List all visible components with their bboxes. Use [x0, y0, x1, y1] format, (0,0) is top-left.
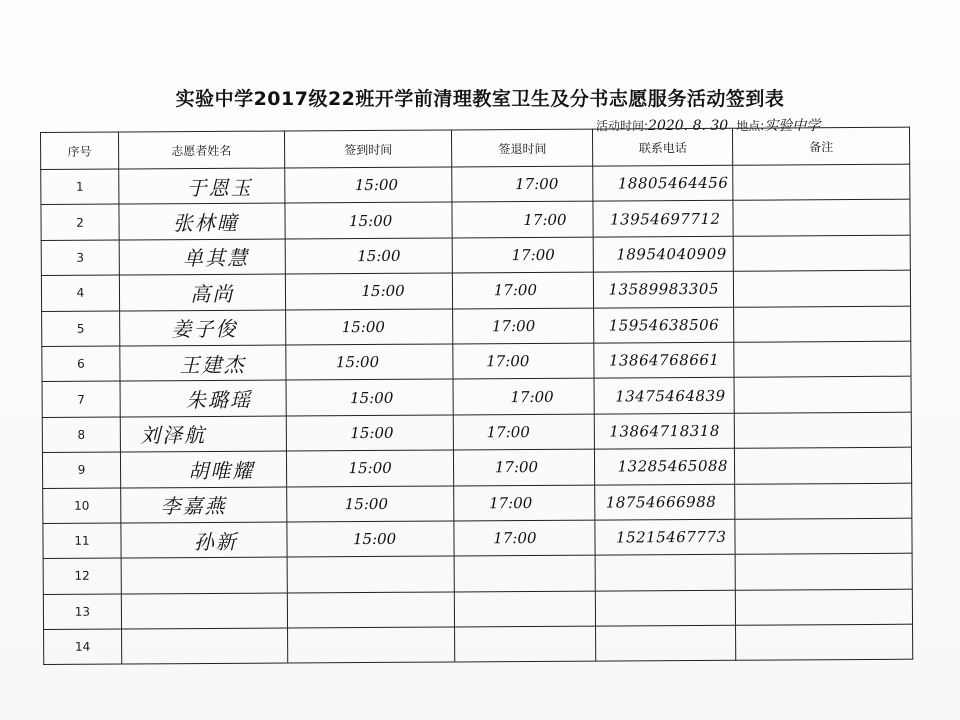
note-cell	[734, 412, 911, 448]
row-no-cell: 7	[42, 381, 120, 417]
volunteer-name-text: 胡唯耀	[188, 458, 255, 483]
checkin-time-cell	[285, 238, 453, 274]
checkout-time-text: 17:00	[510, 387, 554, 406]
phone-text: 15954638506	[608, 315, 720, 335]
checkout-time-cell	[454, 378, 595, 414]
checkin-time-text: 15:00	[354, 176, 399, 195]
checkout-time-cell	[452, 166, 593, 202]
phone-cell	[594, 271, 734, 307]
row-no-cell: 11	[43, 523, 121, 559]
row-no-cell: 8	[42, 417, 120, 453]
row-no-cell: 3	[41, 240, 119, 276]
checkout-time-cell	[452, 202, 593, 238]
row-no-cell: 13	[43, 594, 121, 630]
volunteer-name-cell	[121, 628, 287, 664]
phone-text: 18954040909	[616, 244, 727, 264]
checkout-time-cell	[454, 414, 595, 450]
volunteer-name-cell	[119, 310, 285, 346]
phone-text: 13475464839	[615, 386, 726, 406]
note-cell	[736, 589, 913, 625]
note-cell	[734, 341, 911, 377]
table-row	[41, 164, 910, 205]
checkin-time-text: 15:00	[348, 211, 393, 230]
sign-in-table	[40, 127, 913, 666]
checkout-time-cell	[455, 555, 596, 591]
volunteer-name-cell	[119, 203, 285, 239]
note-cell	[735, 447, 912, 483]
volunteer-name-text: 王建杰	[179, 352, 246, 377]
checkout-time-cell	[455, 591, 596, 627]
phone-cell	[595, 519, 735, 555]
activity-time-label: 活动时间:	[596, 119, 649, 133]
phone-cell	[595, 413, 735, 449]
volunteer-name-cell	[121, 593, 287, 629]
volunteer-name-cell	[120, 380, 286, 416]
checkin-time-cell	[286, 485, 454, 521]
phone-text: 13864768661	[608, 350, 720, 370]
row-no-cell: 2	[41, 204, 119, 240]
checkout-time-cell	[454, 485, 595, 521]
header-checkout: 签退时间	[452, 129, 593, 167]
checkin-time-text: 15:00	[344, 494, 389, 513]
table-row	[42, 412, 911, 453]
checkout-time-cell	[454, 449, 595, 485]
table-header-row	[41, 127, 910, 169]
checkin-time-cell	[285, 273, 453, 309]
phone-cell	[595, 448, 735, 484]
checkin-time-text: 15:00	[335, 353, 380, 372]
phone-cell	[594, 342, 734, 378]
checkout-time-cell	[455, 626, 596, 662]
volunteer-name-text: 高尚	[190, 281, 235, 306]
header-note: 备注	[733, 127, 910, 165]
checkin-time-cell	[286, 344, 454, 380]
volunteer-name-cell	[119, 239, 285, 275]
phone-cell	[593, 236, 733, 272]
note-cell	[736, 624, 913, 660]
table-row	[43, 483, 912, 524]
note-cell	[734, 270, 911, 306]
phone-text: 18805464456	[617, 173, 729, 193]
row-no-cell: 5	[42, 311, 120, 347]
volunteer-name-cell	[120, 416, 286, 452]
checkout-time-text: 17:00	[523, 210, 567, 229]
phone-cell	[596, 625, 736, 661]
checkin-time-cell	[286, 379, 454, 415]
phone-text: 18754666988	[605, 492, 717, 512]
checkin-time-cell	[285, 309, 453, 345]
checkout-time-text: 17:00	[493, 281, 538, 300]
table-row	[43, 518, 912, 559]
phone-cell	[595, 555, 735, 591]
volunteer-name-text: 于恩玉	[186, 175, 253, 200]
header-no: 序号	[41, 132, 119, 169]
header-phone: 联系电话	[593, 128, 733, 166]
note-cell	[733, 235, 910, 271]
checkin-time-cell	[287, 627, 455, 663]
note-cell	[733, 164, 910, 200]
table-row	[41, 200, 910, 241]
volunteer-name-text: 刘泽航	[140, 423, 207, 448]
phone-text: 13285465088	[617, 457, 729, 476]
phone-cell	[593, 165, 733, 201]
checkin-time-text: 15:00	[357, 246, 401, 266]
checkout-time-text: 17:00	[486, 422, 530, 442]
checkin-time-cell	[286, 450, 454, 486]
checkout-time-cell	[454, 520, 595, 556]
table-row	[43, 589, 912, 630]
table-row	[41, 235, 910, 276]
volunteer-name-text: 朱璐瑶	[185, 387, 253, 413]
row-no-cell: 14	[44, 629, 122, 665]
table-row	[42, 306, 911, 347]
checkout-time-text: 17:00	[494, 458, 539, 477]
checkout-time-cell	[453, 343, 594, 379]
phone-text: 13864718318	[609, 421, 720, 441]
table-row	[42, 377, 911, 418]
volunteer-name-text: 孙新	[193, 529, 238, 554]
table-row	[42, 447, 911, 488]
checkin-time-cell	[287, 556, 455, 592]
note-cell	[735, 518, 912, 554]
checkout-time-text: 17:00	[486, 352, 530, 371]
row-no-cell: 6	[42, 346, 120, 382]
checkout-time-text: 17:00	[515, 175, 559, 194]
checkin-time-cell	[287, 521, 455, 557]
note-cell	[733, 200, 910, 236]
note-cell	[735, 553, 912, 589]
table-row	[42, 341, 911, 382]
row-no-cell: 9	[42, 452, 120, 488]
volunteer-name-cell	[121, 557, 287, 593]
volunteer-name-text: 李嘉燕	[160, 494, 227, 519]
checkin-time-text: 15:00	[350, 388, 394, 407]
volunteer-name-text: 姜子俊	[171, 317, 238, 342]
checkin-time-text: 15:00	[352, 529, 397, 549]
checkin-time-text: 15:00	[341, 317, 385, 336]
activity-place-label: 地点:	[736, 119, 765, 133]
checkin-time-cell	[287, 592, 455, 628]
checkout-time-cell	[453, 308, 594, 344]
row-no-cell: 10	[43, 488, 121, 524]
checkin-time-text: 15:00	[361, 282, 405, 301]
phone-text: 15215467773	[615, 527, 727, 547]
volunteer-name-cell	[120, 345, 286, 381]
row-no-cell: 4	[41, 275, 119, 311]
row-no-cell: 12	[43, 558, 121, 594]
sheet-title: 实验中学2017级22班开学前清理教室卫生及分书志愿服务活动签到表	[175, 88, 785, 110]
volunteer-name-cell	[121, 487, 287, 523]
checkout-time-text: 17:00	[489, 493, 533, 512]
phone-text: 13954697712	[610, 209, 721, 229]
checkin-time-text: 15:00	[350, 423, 394, 443]
checkin-time-cell	[286, 415, 454, 451]
phone-text: 13589983305	[608, 280, 720, 299]
volunteer-name-cell	[120, 451, 286, 487]
activity-time-value: 2020. 8. 30	[648, 118, 729, 134]
checkout-time-cell	[453, 237, 594, 273]
checkin-time-cell	[285, 202, 453, 238]
phone-cell	[595, 484, 735, 520]
phone-cell	[594, 307, 734, 343]
phone-cell	[596, 590, 736, 626]
note-cell	[735, 483, 912, 519]
volunteer-name-cell	[119, 274, 285, 310]
header-name: 志愿者姓名	[118, 131, 284, 169]
checkout-time-text: 17:00	[511, 245, 555, 265]
checkout-time-text: 17:00	[491, 316, 536, 335]
note-cell	[734, 377, 911, 413]
checkout-time-text: 17:00	[493, 529, 537, 548]
volunteer-name-cell	[121, 522, 287, 558]
table-row	[41, 270, 910, 311]
activity-place-value: 实验中学	[764, 118, 821, 134]
checkin-time-text: 15:00	[348, 459, 392, 478]
header-checkin: 签到时间	[284, 130, 452, 168]
volunteer-name-text: 单其慧	[182, 246, 250, 271]
table-row	[44, 624, 913, 665]
phone-cell	[594, 378, 734, 414]
table-row	[43, 553, 912, 594]
checkout-time-cell	[453, 272, 594, 308]
volunteer-name-cell	[119, 168, 285, 204]
note-cell	[734, 306, 911, 342]
row-no-cell: 1	[41, 169, 119, 205]
phone-cell	[593, 201, 733, 237]
checkin-time-cell	[284, 167, 452, 203]
volunteer-name-text: 张林曈	[172, 210, 239, 236]
